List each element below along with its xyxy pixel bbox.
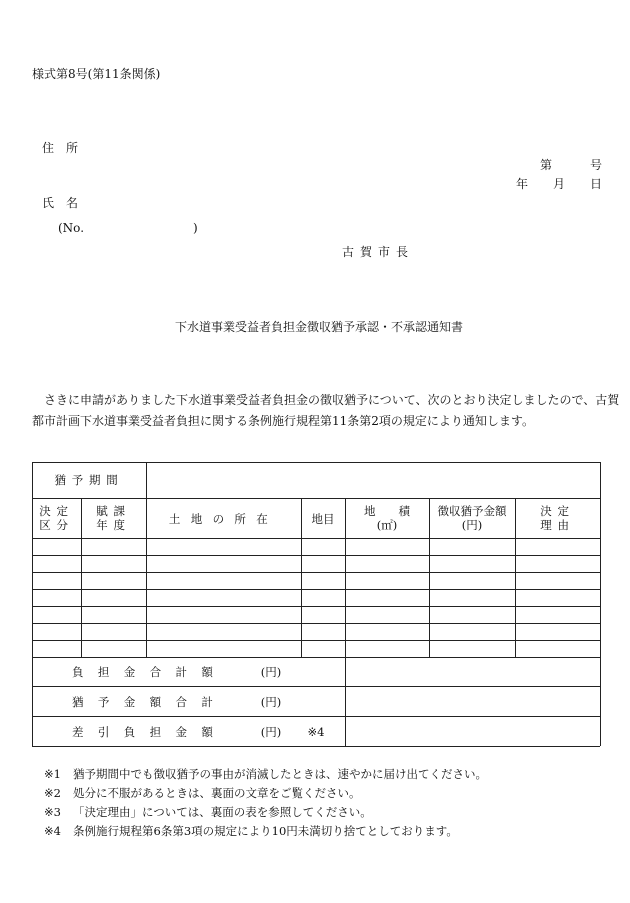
note-text-3: 「決定理由」については、裏面の表を参照してください。 (73, 805, 372, 819)
address-label: 住 所 (42, 141, 79, 155)
date-month: 月 (553, 177, 566, 191)
total-deferred-unit: (円) (260, 695, 282, 709)
total-deferred-label: 猶予金額合計 (72, 695, 228, 709)
deferral-table (32, 462, 600, 746)
period-value (147, 462, 599, 498)
date-year: 年 (516, 177, 529, 191)
note-mark-3: ※3 (44, 805, 61, 819)
total-burden-unit: (円) (260, 665, 282, 679)
note-mark-1: ※1 (44, 767, 61, 781)
header-decision-reason: 決定 理由 (540, 504, 575, 532)
net-burden-label: 差引負担金額 (72, 725, 228, 739)
note-mark-4: ※4 (44, 824, 61, 838)
no-close: ) (193, 221, 198, 235)
header-tax-year: 賦課 年度 (96, 504, 131, 532)
net-burden-unit: (円) (260, 725, 282, 739)
net-burden-note: ※4 (307, 725, 325, 739)
note-mark-2: ※2 (44, 786, 61, 800)
note-text-2: 処分に不服があるときは、裏面の文章をご覧ください。 (73, 786, 361, 800)
note-text-4: 条例施行規程第6条第3項の規定により10円未満切り捨てとしております。 (73, 824, 458, 838)
header-land-category: 地目 (311, 512, 335, 526)
form-number: 様式第8号(第11条関係) (32, 67, 161, 81)
doc-number-prefix: 第 (540, 158, 553, 172)
header-decision-kubun: 決定 区分 (39, 504, 74, 532)
date-day: 日 (590, 177, 603, 191)
note-text-1: 猶予期間中でも徴収猶予の事由が消滅したときは、速やかに届け出てください。 (73, 767, 487, 781)
body-line-2: 都市計画下水道事業受益者負担に関する条例施行規程第11条第2項の規定により通知します。 (32, 414, 534, 428)
issuer: 古賀市長 (342, 245, 415, 259)
header-deferred-amount: 徴収猶予金額 (円) (437, 504, 507, 532)
document-title: 下水道事業受益者負担金徴収猶予承認・不承認通知書 (175, 320, 464, 334)
doc-number-suffix: 号 (590, 158, 603, 172)
body-line-1: さきに申請がありました下水道事業受益者負担金の徴収猶予について、次のとおり決定しましたので、古賀 (44, 393, 620, 407)
period-label: 猶予期間 (54, 473, 124, 487)
header-land-location: 土地の所在 (168, 512, 279, 526)
header-area: 地 積 (㎡) (364, 504, 410, 532)
name-label: 氏 名 (42, 196, 79, 210)
total-burden-label: 負担金合計額 (72, 665, 228, 679)
no-label: (No. (58, 221, 85, 235)
